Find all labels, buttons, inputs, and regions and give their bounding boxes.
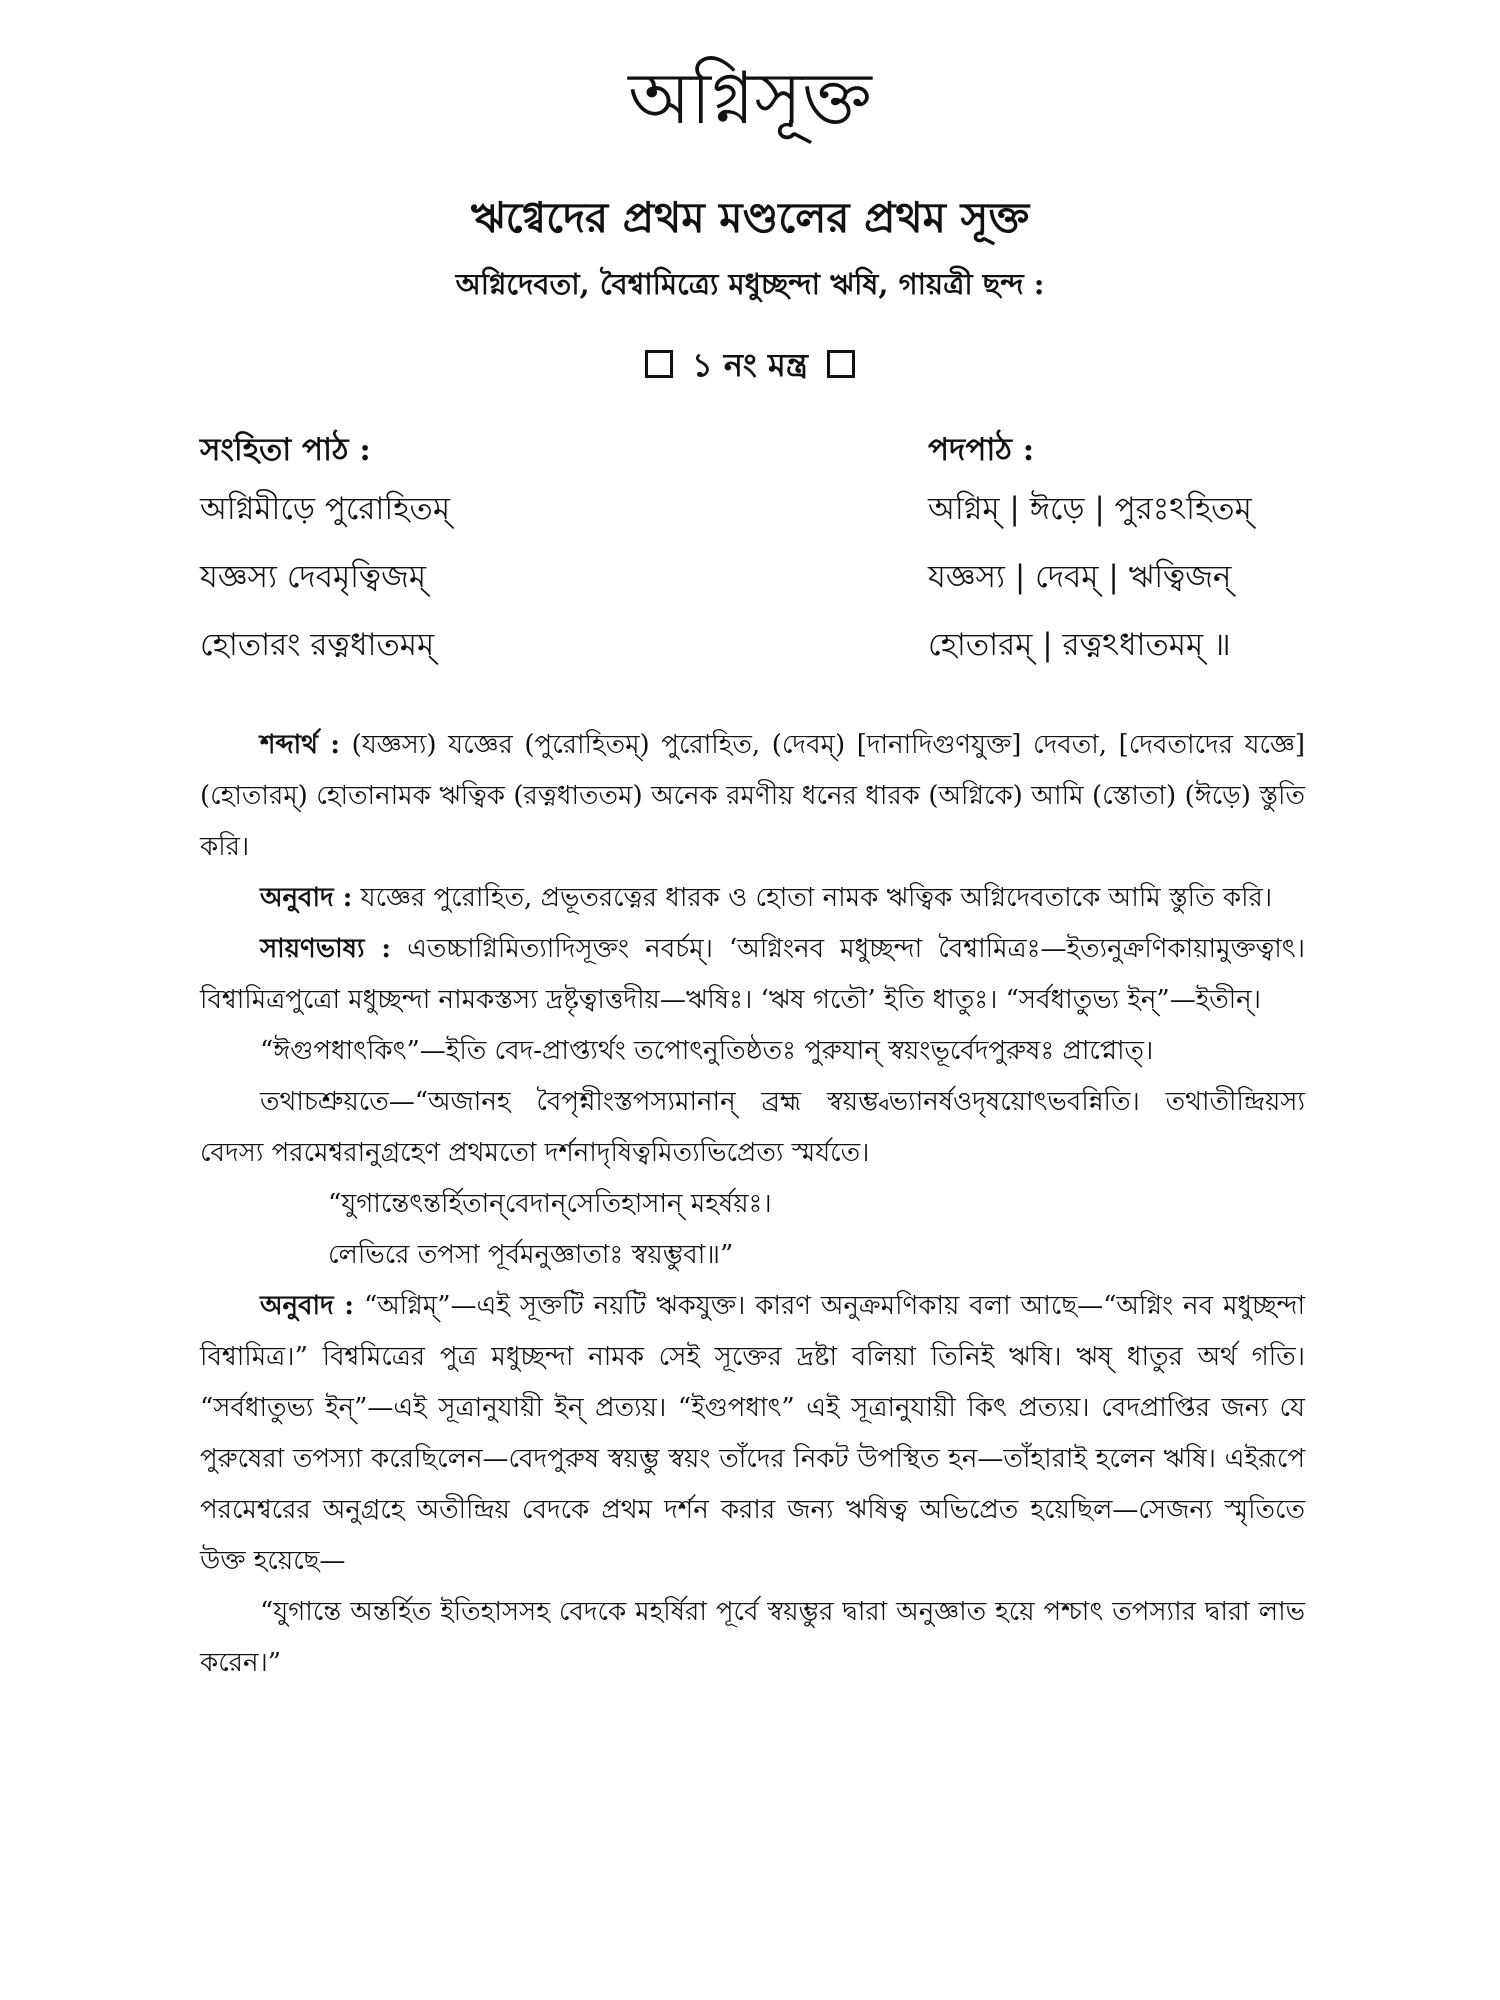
anuvad-paragraph-2 <box>200 1281 1305 1587</box>
samhita-patha <box>200 425 450 679</box>
smriti-quote-line: “যুগান্তেৎন্তর্হিতান্‌বেদান্‌সেতিহাসান্ মহর্ষয়ঃ। <box>328 1189 772 1219</box>
samhita-line: যজ্ঞস্য দেবমৃত্বিজম্ <box>200 559 427 595</box>
samhita-line: অগ্নিমীড়ে পুরোহিতম্ <box>200 491 451 527</box>
anuvad-paragraph-1 <box>200 873 1305 924</box>
commentary-body <box>200 720 1305 1689</box>
page-title: অগ্নিসূক্ত <box>628 56 872 140</box>
pada-patha <box>928 425 1252 679</box>
deity-rishi-chhanda-line: অগ্নিদেবতা, বৈশ্বামিত্র্যে মধুচ্ছন্দা ঋষি, গায়ত্রী ছন্দ : <box>455 267 1045 301</box>
anuvad-label: অনুবাদ : <box>260 883 353 913</box>
sayana-text: এতচ্চাগ্নিমিত্যাদিসূক্তং নবর্চম্। ‘অগ্নিংনব মধুচ্ছন্দা বৈশ্বামিত্রঃ—ইত্যনুক্রণিকায়ামুক্তত্বাৎ। বিশ্বামিত্রপুত্রো মধুচ্ছন্দা নামকস্তস্য দ্রষ্টৃত্বাত্তদীয়—ঋষিঃ। ‘ঋষ গতৌ’ ইতি ধাতুঃ। “সর্বধাতুভ্য ইন্”—ইতীন্। <box>200 934 1305 1015</box>
anuvad-text: যজ্ঞের পুরোহিত, প্রভূতরত্নের ধারক ও হোতা নামক ঋত্বিক অগ্নিদেবতাকে আমি স্তুতি করি। <box>360 883 1273 913</box>
samhita-line: হোতারং রত্নধাতমম্ <box>200 627 435 663</box>
sayana-label: সায়ণভাষ্য : <box>260 934 392 964</box>
final-quote-paragraph: “যুগান্তে অন্তর্হিত ইতিহাসসহ বেদকে মহর্ষিরা পূর্বে স্বয়ম্ভুর দ্বারা অনুজ্ঞাত হয়ে পশ্চাৎ তপস্যার দ্বারা লাভ করেন।” <box>200 1597 1305 1678</box>
page-subtitle: ঋগ্বেদের প্রথম মণ্ডলের প্রথম সূক্ত <box>470 193 1030 242</box>
mantra-heading <box>0 340 1500 390</box>
shabdartha-text: (যজ্ঞস্য) যজ্ঞের (পুরোহিতম্) পুরোহিত, (দেবম্) [দানাদিগুণযুক্ত] দেবতা, [দেবতাদের যজ্ঞে] (হোতারম্) হোতানামক ঋত্বিক (রত্নধাততম) অনেক রমণীয় ধনের ধারক (অগ্নিকে) আমি (স্তোতা) (ঈড়ে) স্তুতি করি। <box>200 730 1306 862</box>
igupadha-paragraph: “ঈগুপধাৎকিৎ”—ইতি বেদ-প্রাপ্ত্যর্থং তপোৎনুতিষ্ঠতঃ পুরুযান্ স্বয়ংভূর্বেদপুরুষঃ প্রাপ্নোত্। <box>260 1036 1154 1066</box>
sayana-bhashya-paragraph <box>200 924 1305 1026</box>
checkbox-square-icon <box>645 350 673 378</box>
shabdartha-label: শব্দার্থ : <box>260 730 341 760</box>
anuvad-text: “অগ্নিম্”—এই সূক্তটি নয়টি ঋকযুক্ত। কারণ অনুক্রমণিকায় বলা আছে—“অগ্নিং নব মধুচ্ছন্দা বিশ্বামিত্র।” বিশ্বমিত্রের পুত্র মধুচ্ছন্দা নামক সেই সূক্তের দ্রষ্টা বলিয়া তিনিই ঋষি। ঋষ্ ধাতুর অর্থ গতি। “সর্বধাতুভ্য ইন্”—এই সূত্রানুযায়ী ইন্ প্রত্যয়। “ইগুপধাৎ” এই সূত্রানুযায়ী কিৎ প্রত্যয়। বেদপ্রাপ্তির জন্য যে পুরুষেরা তপস্যা করেছিলেন—বেদপুরুষ স্বয়ম্ভু স্বয়ং তাঁদের নিকট উপস্থিত হন—তাঁহারাই হলেন ঋষি। এইরূপে পরমেশ্বরের অনুগ্রহে অতীন্দ্রিয় বেদকে প্রথম দর্শন করার জন্য ঋষিত্ব অভিপ্রেত হয়েছিল—সেজন্য স্মৃতিতে উক্ত হয়েছে— <box>200 1291 1305 1576</box>
padapatha-line: যজ্ঞস্য | দেবম্ | ঋত্বিজন্ <box>928 559 1232 595</box>
shabdartha-paragraph <box>200 720 1305 873</box>
smriti-quote-line: লেভিরে তপসা পূর্বমনুজ্ঞাতাঃ স্বয়ম্ভুবা॥” <box>328 1240 734 1270</box>
checkbox-square-icon <box>827 350 855 378</box>
mantra-heading-text: ১ নং মন্ত্র <box>692 346 808 384</box>
samhita-label: সংহিতা পাঠ : <box>200 432 371 468</box>
anuvad-label: অনুবাদ : <box>260 1291 355 1321</box>
padapatha-line: হোতারম্ | রত্নঽধাতমম্ ॥ <box>928 627 1231 663</box>
padapatha-label: পদপাঠ : <box>928 432 1035 468</box>
padapatha-line: অগ্নিম্ | ঈড়ে | পুরঃঽহিতম্ <box>928 491 1252 527</box>
tathacha-paragraph: তথাচশ্রুয়তে—“অজানহ বৈপৃশ্নীংস্তপস্যমানান্ ব্রহ্ম স্বয়ম্ভ্বভ্যানর্ষওদৃষয়োৎভবন্নিতি। তথাতীন্দ্রিয়স্য বেদস্য পরমেশ্বরানুগ্রহেণ প্রথমতো দর্শনাদৃষিত্বমিত্যভিপ্রেত্য স্মর্যতে। <box>200 1087 1305 1168</box>
